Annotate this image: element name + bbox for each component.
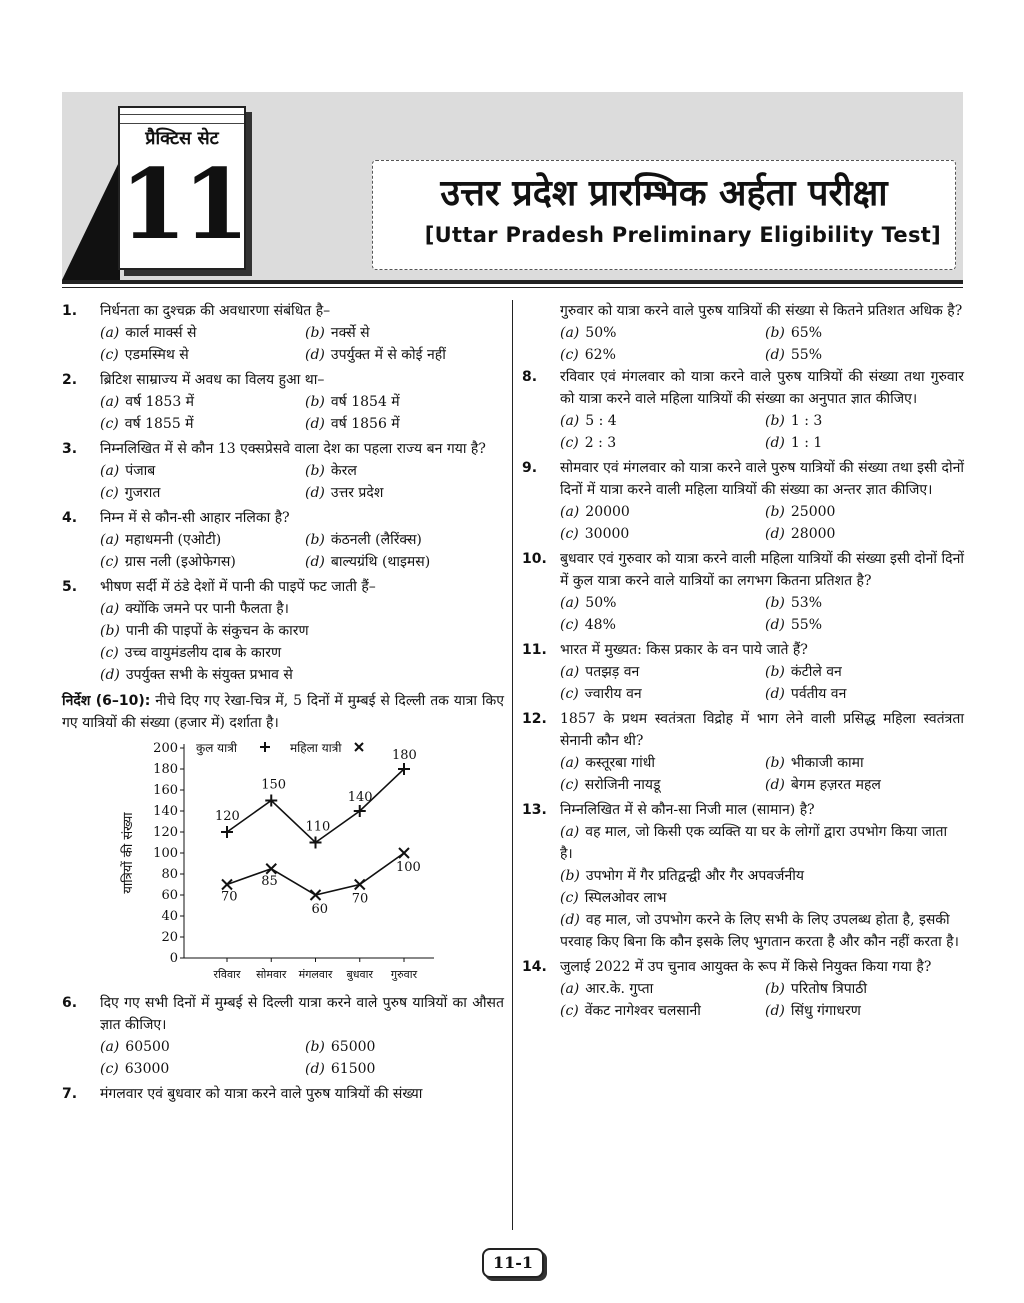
- option-text: 55%: [790, 617, 823, 633]
- options-list: [100, 1036, 504, 1080]
- option-letter: (b): [765, 413, 785, 429]
- option-item: [765, 523, 964, 545]
- option-text: 5 : 4: [585, 413, 617, 429]
- left-column: [62, 300, 504, 1108]
- data-point-cross: [355, 880, 365, 890]
- option-item: [560, 523, 759, 545]
- option-item: [560, 752, 759, 774]
- data-label: 120: [215, 809, 240, 824]
- y-tick-label: 60: [161, 888, 178, 903]
- question-text: बुधवार एवं गुरुवार को यात्रा करने वाली महिला यात्रियों की संख्या इसी दोनों दिनों में कुल यात्रा करने वाले यात्रियों का लगभग कितना प्रतिशत है?: [560, 551, 964, 589]
- y-tick-label: 180: [153, 762, 178, 777]
- option-text: उच्च वायुमंडलीय दाब के कारण: [124, 645, 282, 661]
- option-text: बाल्यग्रंथि (थाइमस): [330, 554, 431, 570]
- option-text: 65000: [330, 1039, 376, 1055]
- option-letter: (a): [560, 504, 580, 520]
- option-letter: (c): [560, 347, 579, 363]
- option-text: पर्वतीय वन: [790, 686, 847, 702]
- legend-marker-plus: [260, 742, 270, 752]
- option-item: [765, 344, 964, 366]
- question-number: 2.: [62, 372, 78, 388]
- option-text: परितोष त्रिपाठी: [790, 981, 868, 997]
- option-letter: (d): [765, 435, 785, 451]
- option-text: 2 : 3: [584, 435, 617, 451]
- y-tick-label: 80: [161, 867, 178, 882]
- badge-decor-lines: [120, 114, 244, 124]
- option-text: 55%: [790, 347, 823, 363]
- question-number: 4.: [62, 510, 78, 526]
- option-text: वेंकट नागेश्वर चलसानी: [584, 1003, 701, 1019]
- option-item: [560, 683, 759, 705]
- option-letter: (c): [560, 1003, 579, 1019]
- option-letter: (c): [100, 554, 119, 570]
- practice-set-badge: [118, 106, 246, 270]
- option-text: सरोजिनी नायडू: [584, 777, 661, 793]
- option-item: [305, 1058, 504, 1080]
- question-5: [62, 576, 504, 686]
- option-item: [305, 551, 504, 573]
- option-item: [100, 551, 299, 573]
- option-text: 28000: [790, 526, 836, 542]
- option-letter: (c): [100, 347, 119, 363]
- practice-set-label: प्रैक्टिस सेट: [145, 128, 219, 149]
- data-label: 110: [305, 819, 331, 835]
- option-text: 30000: [584, 526, 630, 542]
- option-letter: (a): [100, 1039, 120, 1055]
- question-text: सोमवार एवं मंगलवार को यात्रा करने वाले पुरुष यात्रियों की संख्या तथा इसी दोनों दिनों में यात्रा करने वाली महिला यात्रियों की संख्या का अन्तर ज्ञात कीजिए।: [560, 460, 964, 498]
- option-letter: (c): [100, 645, 119, 661]
- header-rule-thick: [62, 280, 963, 284]
- option-letter: (b): [765, 504, 785, 520]
- question-7-continued: [522, 300, 964, 366]
- option-text: 65%: [790, 325, 823, 341]
- question-6: [62, 992, 504, 1080]
- direction-label: निर्देश (6–10):: [62, 693, 151, 709]
- option-text: पतझड़ वन: [585, 664, 640, 680]
- question-14: [522, 956, 964, 1022]
- data-label: 60: [311, 902, 329, 917]
- option-text: 1 : 1: [790, 435, 823, 451]
- practice-set-number: 11: [120, 148, 246, 261]
- option-letter: (b): [765, 755, 785, 771]
- option-letter: (a): [560, 664, 580, 680]
- option-item: [765, 501, 964, 523]
- option-text: 63000: [124, 1061, 170, 1077]
- option-letter: (d): [765, 1003, 785, 1019]
- option-item: [765, 752, 964, 774]
- question-text: निर्धनता का दुश्चक्र की अवधारणा संबंधित है–: [100, 303, 331, 319]
- option-text: वह माल, जो किसी एक व्यक्ति या घर के लोगों द्वारा उपभोग किया जाता है।: [560, 824, 948, 862]
- question-text: निम्नलिखित में से कौन-सा निजी माल (सामान) है?: [560, 802, 815, 818]
- option-letter: (d): [305, 347, 325, 363]
- option-letter: (c): [560, 617, 579, 633]
- option-text: 1 : 3: [790, 413, 823, 429]
- question-11: [522, 639, 964, 705]
- option-text: केरल: [330, 463, 357, 479]
- question-number: 3.: [62, 441, 78, 457]
- y-tick-label: 140: [153, 804, 178, 819]
- y-tick-label: 200: [153, 741, 178, 756]
- legend-label-total: कुल यात्री: [196, 741, 237, 755]
- option-item: [100, 620, 504, 642]
- option-item: [560, 501, 759, 523]
- option-letter: (b): [560, 868, 580, 884]
- option-item: [765, 661, 964, 683]
- x-tick-label: गुरुवार: [390, 968, 418, 981]
- option-letter: (b): [765, 595, 785, 611]
- option-item: [560, 1000, 759, 1022]
- option-item: [100, 642, 504, 664]
- option-text: बेगम हज़रत महल: [790, 777, 881, 793]
- option-letter: (b): [100, 623, 120, 639]
- question-1: [62, 300, 504, 366]
- option-item: [100, 1058, 299, 1080]
- legend-label-female: महिला यात्री: [290, 741, 342, 755]
- question-text: निम्न में से कौन-सी आहार नलिका है?: [100, 510, 290, 526]
- direction-text: नीचे दिए गए रेखा-चित्र में, 5 दिनों में मुम्बई से दिल्ली तक यात्रा किए गए यात्रियों की संख्या (हजार में) दर्शाता है।: [62, 693, 504, 731]
- option-text: कस्तूरबा गांधी: [585, 755, 655, 771]
- option-letter: (b): [305, 463, 325, 479]
- option-item: [765, 1000, 964, 1022]
- options-list: [560, 592, 964, 636]
- exam-title-box: [372, 160, 956, 270]
- option-item: [560, 887, 964, 909]
- question-number: 9.: [522, 460, 538, 476]
- option-text: महाधमनी (एओटी): [125, 532, 222, 548]
- option-text: 20000: [585, 504, 630, 520]
- option-text: गुजरात: [124, 485, 161, 501]
- option-text: 61500: [330, 1061, 376, 1077]
- option-item: [100, 413, 299, 435]
- option-item: [560, 410, 759, 432]
- y-axis-label: यात्रियों की संख्या: [121, 812, 136, 894]
- option-item: [305, 529, 504, 551]
- option-text: उपभोग में गैर प्रतिद्वन्द्वी और गैर अपवर्जनीय: [585, 868, 804, 884]
- option-letter: (a): [100, 532, 120, 548]
- y-tick-label: 40: [161, 909, 178, 924]
- option-text: 62%: [584, 347, 616, 363]
- option-item: [305, 482, 504, 504]
- option-item: [560, 661, 759, 683]
- data-point-cross: [266, 864, 276, 874]
- option-item: [560, 821, 964, 865]
- option-letter: (d): [765, 347, 785, 363]
- question-text: निम्नलिखित में से कौन 13 एक्सप्रेसवे वाला देश का पहला राज्य बन गया है?: [100, 441, 486, 457]
- question-number: 13.: [522, 802, 547, 818]
- option-letter: (d): [305, 485, 325, 501]
- option-text: पानी की पाइपों के संकुचन के कारण: [125, 623, 309, 639]
- option-letter: (b): [305, 532, 325, 548]
- option-item: [100, 460, 299, 482]
- option-letter: (b): [765, 664, 785, 680]
- header-rule-thin: [62, 287, 963, 288]
- data-point-plus: [221, 826, 233, 838]
- options-list: [560, 322, 964, 366]
- option-item: [305, 413, 504, 435]
- option-letter: (c): [560, 686, 579, 702]
- option-text: आर.के. गुप्ता: [585, 981, 654, 997]
- option-item: [305, 344, 504, 366]
- data-label: 180: [392, 748, 417, 763]
- option-letter: (a): [560, 595, 580, 611]
- option-item: [765, 614, 964, 636]
- question-number: 8.: [522, 369, 538, 385]
- option-letter: (d): [765, 526, 785, 542]
- option-letter: (b): [765, 981, 785, 997]
- option-text: क्योंकि जमने पर पानी फैलता है।: [125, 601, 289, 617]
- data-point-cross: [399, 848, 409, 858]
- option-item: [765, 683, 964, 705]
- option-item: [560, 774, 759, 796]
- option-text: नर्क्से से: [330, 325, 370, 341]
- option-item: [305, 460, 504, 482]
- data-label: 100: [396, 860, 421, 875]
- option-letter: (a): [560, 325, 580, 341]
- question-4: [62, 507, 504, 573]
- chart-svg: [62, 736, 504, 986]
- x-tick-label: रविवार: [213, 968, 241, 981]
- option-text: सिंधु गंगाधरण: [790, 1003, 861, 1019]
- option-text: स्पिलओवर लाभ: [584, 890, 667, 906]
- option-item: [100, 1036, 299, 1058]
- option-item: [560, 978, 759, 1000]
- option-item: [560, 865, 964, 887]
- options-list: [560, 661, 964, 705]
- option-item: [765, 322, 964, 344]
- options-list: [560, 752, 964, 796]
- question-number: 5.: [62, 579, 78, 595]
- options-list: [100, 460, 504, 504]
- question-number: 14.: [522, 959, 547, 975]
- question-text: ब्रिटिश साम्राज्य में अवध का विलय हुआ था–: [100, 372, 325, 388]
- option-letter: (d): [765, 686, 785, 702]
- option-letter: (b): [305, 394, 325, 410]
- y-tick-label: 0: [169, 951, 178, 966]
- series-line-2: [227, 853, 404, 895]
- option-item: [560, 592, 759, 614]
- option-item: [305, 1036, 504, 1058]
- question-text: जुलाई 2022 में उप चुनाव आयुक्त के रूप में किसे नियुक्त किया गया है?: [560, 959, 932, 975]
- option-item: [560, 614, 759, 636]
- question-13: [522, 799, 964, 953]
- option-text: वर्ष 1854 में: [330, 394, 400, 410]
- option-letter: (d): [765, 777, 785, 793]
- option-letter: (a): [100, 463, 120, 479]
- option-text: उपर्युक्त सभी के संयुक्त प्रभाव से: [125, 667, 293, 683]
- question-number: 1.: [62, 303, 78, 319]
- option-letter: (a): [560, 824, 580, 840]
- left-question-list: [62, 300, 504, 573]
- exam-title-english: [Uttar Pradesh Preliminary Eligibility Test]: [424, 223, 941, 247]
- passenger-line-chart: [62, 736, 504, 986]
- x-tick-label: मंगलवार: [298, 968, 333, 981]
- option-text: कंठनली (लैरिंक्स): [330, 532, 422, 548]
- option-letter: (b): [305, 325, 325, 341]
- question-text: भीषण सर्दी में ठंडे देशों में पानी की पाइपें फट जाती हैं–: [100, 579, 376, 595]
- option-item: [560, 322, 759, 344]
- option-text: वर्ष 1853 में: [125, 394, 195, 410]
- option-letter: (d): [305, 416, 325, 432]
- data-label: 85: [261, 873, 278, 889]
- option-item: [305, 322, 504, 344]
- data-label: 150: [261, 777, 287, 793]
- option-text: वर्ष 1855 में: [124, 416, 194, 432]
- question-9: [522, 457, 964, 545]
- y-tick-label: 100: [153, 846, 178, 861]
- data-label: 70: [351, 891, 369, 907]
- option-text: उत्तर प्रदेश: [330, 485, 384, 501]
- question-text: 1857 के प्रथम स्वतंत्रता विद्रोह में भाग लेने वाली प्रसिद्ध महिला स्वतंत्रता सेनानी कौन थी?: [560, 711, 964, 749]
- option-item: [765, 774, 964, 796]
- page-number: 11-1: [482, 1248, 544, 1278]
- option-text: 50%: [585, 325, 617, 341]
- options-list: [560, 501, 964, 545]
- option-letter: (a): [100, 601, 120, 617]
- option-letter: (c): [560, 526, 579, 542]
- data-point-cross: [311, 890, 321, 900]
- option-text: एडमस्मिथ से: [124, 347, 189, 363]
- option-item: [100, 664, 504, 686]
- option-item: [100, 482, 299, 504]
- options-list: [560, 410, 964, 454]
- question-number: 11.: [522, 642, 547, 658]
- option-item: [100, 344, 299, 366]
- option-text: कार्ल मार्क्स से: [125, 325, 197, 341]
- right-question-list: [522, 366, 964, 796]
- y-tick-label: 120: [153, 825, 178, 840]
- option-text: 50%: [585, 595, 617, 611]
- question-text: दिए गए सभी दिनों में मुम्बई से दिल्ली यात्रा करने वाले पुरुष यात्रियों का औसत ज्ञात कीजिए।: [100, 995, 504, 1033]
- option-text: भीकाजी कामा: [790, 755, 864, 771]
- option-text: 48%: [584, 617, 616, 633]
- option-item: [100, 598, 504, 620]
- y-tick-label: 160: [153, 783, 178, 798]
- option-text: ज्वारीय वन: [584, 686, 642, 702]
- option-item: [100, 391, 299, 413]
- question-10: [522, 548, 964, 636]
- option-letter: (c): [560, 890, 579, 906]
- option-letter: (a): [560, 981, 580, 997]
- question-text: रविवार एवं मंगलवार को यात्रा करने वाले पुरुष यात्रियों की संख्या तथा गुरुवार को यात्रा करने वाले महिला यात्रियों की संख्या का अनुपात ज्ञात कीजिए।: [560, 369, 964, 407]
- options-list: [100, 598, 504, 686]
- option-letter: (d): [560, 912, 580, 928]
- options-list: [100, 391, 504, 435]
- option-text: 60500: [125, 1039, 170, 1055]
- options-list: [560, 821, 964, 953]
- option-letter: (a): [560, 413, 580, 429]
- option-letter: (d): [765, 617, 785, 633]
- option-item: [560, 432, 759, 454]
- option-text: 25000: [790, 504, 836, 520]
- option-item: [765, 432, 964, 454]
- question-number: 6.: [62, 995, 78, 1011]
- option-letter: (d): [100, 667, 120, 683]
- option-text: पंजाब: [125, 463, 156, 479]
- options-list: [100, 322, 504, 366]
- options-list: [100, 529, 504, 573]
- question-text: मंगलवार एवं बुधवार को यात्रा करने वाले पुरुष यात्रियों की संख्या: [100, 1086, 423, 1102]
- option-letter: (c): [560, 435, 579, 451]
- question-number: 10.: [522, 551, 547, 567]
- data-label: 140: [347, 790, 373, 805]
- legend-marker-cross: [355, 743, 363, 751]
- option-letter: (d): [305, 554, 325, 570]
- option-text: वह माल, जो उपभोग करने के लिए सभी के लिए उपलब्ध होता है, इसकी परवाह किए बिना कि कौन इसके लिए भुगतान करता है और कौन नहीं करता है।: [560, 912, 959, 950]
- option-letter: (c): [560, 777, 579, 793]
- option-letter: (b): [765, 325, 785, 341]
- option-item: [560, 909, 964, 953]
- question-7-continuation-text: गुरुवार को यात्रा करने वाले पुरुष यात्रियों की संख्या से कितने प्रतिशत अधिक है?: [560, 303, 963, 319]
- option-letter: (a): [100, 394, 120, 410]
- option-letter: (d): [305, 1061, 325, 1077]
- option-letter: (c): [100, 416, 119, 432]
- x-tick-label: सोमवार: [256, 968, 287, 981]
- question-3: [62, 438, 504, 504]
- question-2: [62, 369, 504, 435]
- option-item: [560, 344, 759, 366]
- option-text: 53%: [790, 595, 823, 611]
- option-letter: (a): [560, 755, 580, 771]
- data-point-cross: [222, 880, 232, 890]
- option-text: ग्रास नली (इओफेगस): [124, 554, 236, 570]
- question-text: भारत में मुख्यत: किस प्रकार के वन पाये जाते हैं?: [560, 642, 808, 658]
- option-text: वर्ष 1856 में: [330, 416, 400, 432]
- option-letter: (a): [100, 325, 120, 341]
- right-column: [522, 300, 964, 1025]
- option-item: [765, 978, 964, 1000]
- option-letter: (c): [100, 1061, 119, 1077]
- exam-title-hindi: उत्तर प्रदेश प्रारम्भिक अर्हता परीक्षा: [440, 173, 888, 214]
- option-text: उपर्युक्त में से कोई नहीं: [330, 347, 446, 363]
- option-item: [100, 529, 299, 551]
- y-tick-label: 20: [161, 930, 178, 945]
- direction-block: [62, 690, 504, 734]
- x-tick-label: बुधवार: [346, 968, 374, 981]
- question-8: [522, 366, 964, 454]
- option-letter: (b): [305, 1039, 325, 1055]
- option-item: [765, 410, 964, 432]
- question-number: 7.: [62, 1086, 78, 1102]
- option-item: [305, 391, 504, 413]
- option-text: कंटीले वन: [790, 664, 842, 680]
- option-letter: (c): [100, 485, 119, 501]
- option-item: [100, 322, 299, 344]
- question-7: [62, 1083, 504, 1105]
- question-number: 12.: [522, 711, 547, 727]
- question-12: [522, 708, 964, 796]
- data-label: 70: [221, 889, 238, 905]
- column-divider: [512, 300, 513, 1230]
- options-list: [560, 978, 964, 1022]
- option-item: [765, 592, 964, 614]
